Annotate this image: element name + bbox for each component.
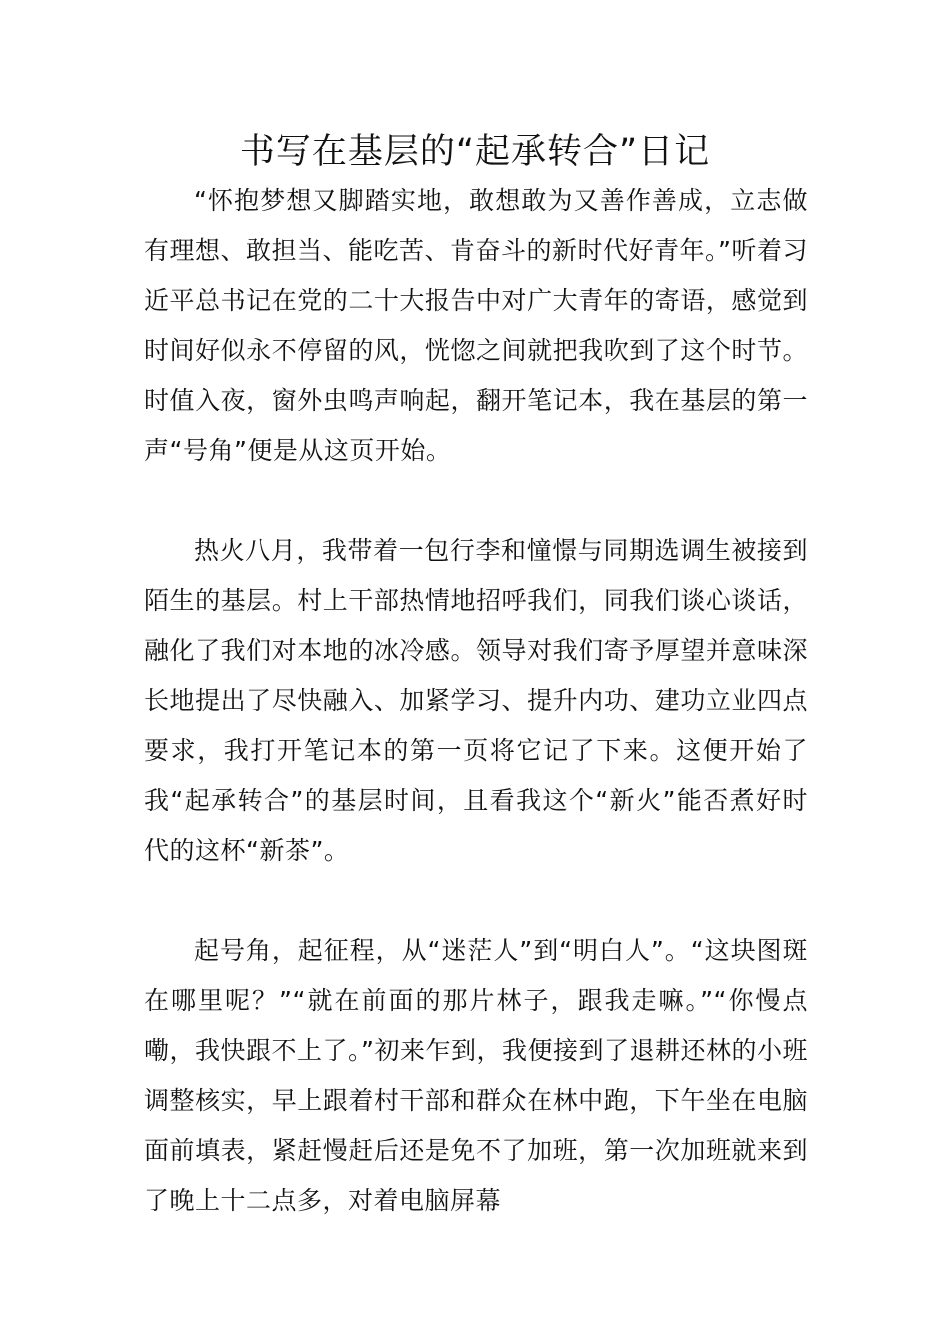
paragraph-intro: “怀抱梦想又脚踏实地，敢想敢为又善作善成，立志做有理想、敢担当、能吃苦、肯奋斗的新时代好青年。”听着习近平总书记在党的二十大报告中对广大青年的寄语，感觉到时间好似永不停留的风，恍惚之间就把我吹到了这个时节。时值入夜，窗外虫鸣声响起，翻开笔记本，我在基层的第一声“号角”便是从这页开始。 (144, 186, 808, 465)
paragraph-start: 起号角，起征程，从“迷茫人”到“明白人”。“这块图斑在哪里呢？”“就在前面的那片林子，跟我走嘛。”“你慢点嘞，我快跟不上了。”初来乍到，我便接到了退耕还林的小班调整核实，早上跟着村干部和群众在林中跑，下午坐在电脑面前填表，紧赶慢赶后还是免不了加班，第一次加班就来到了晚上十二点多，对着电脑屏幕 (144, 936, 808, 1215)
document-body (144, 176, 808, 1276)
paragraph-august: 热火八月，我带着一包行李和憧憬与同期选调生被接到陌生的基层。村上干部热情地招呼我们，同我们谈心谈话，融化了我们对本地的冰冷感。领导对我们寄予厚望并意味深长地提出了尽快融入、加紧学习、提升内功、建功立业四点要求，我打开笔记本的第一页将它记了下来。这便开始了我“起承转合”的基层时间，且看我这个“新火”能否煮好时代的这杯“新茶”。 (144, 536, 808, 865)
document-title: 书写在基层的“起承转合”日记 (239, 132, 711, 172)
